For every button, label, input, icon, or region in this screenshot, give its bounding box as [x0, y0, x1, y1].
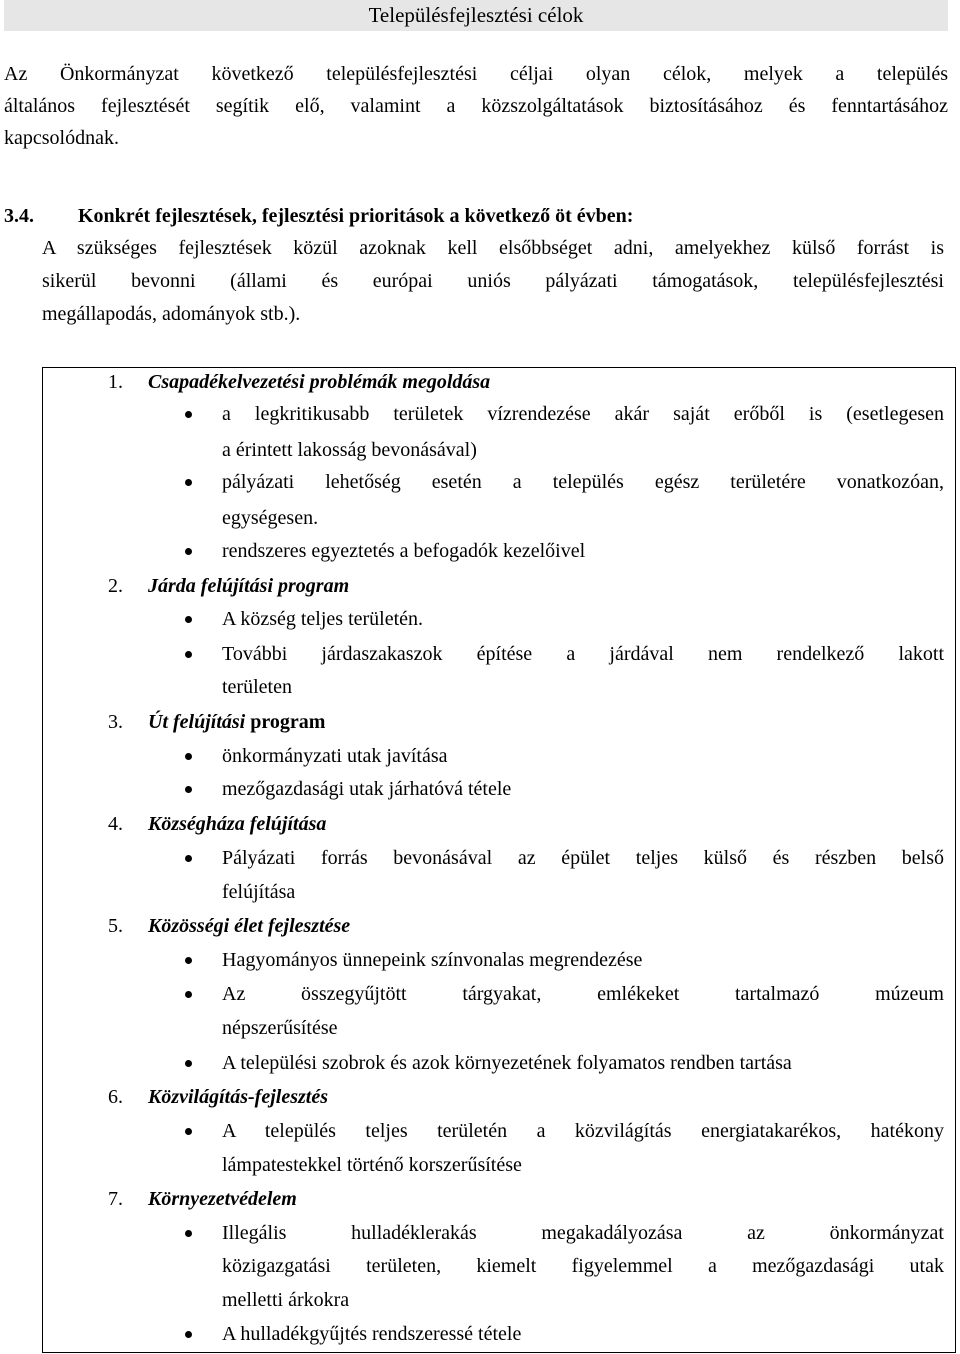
bullet-icon [185, 855, 192, 862]
bullet-icon [185, 1128, 192, 1135]
program-title [108, 910, 350, 942]
program-title [108, 1081, 328, 1113]
program-name: Közvilágítás-fejlesztés [148, 1086, 328, 1108]
section-line: sikerül bevonni (állami és európai uniós pályázati támogatások, településfejlesztési [42, 270, 944, 292]
bullet-line: A települési szobrok és azok környezetének folyamatos rendben tartása [222, 1052, 792, 1074]
section-title: Konkrét fejlesztések, fejlesztési prioritások a következő öt évben: [78, 205, 634, 227]
program-title [108, 570, 349, 602]
bullet-line: A hulladékgyűjtés rendszeressé tétele [222, 1323, 522, 1345]
program-number: 6. [108, 1086, 123, 1108]
bullet-line: További járdaszakaszok építése a járdával nem rendelkező lakott [222, 643, 944, 665]
bullet-line: Hagyományos ünnepeink színvonalas megrendezése [222, 949, 643, 971]
section-line: A szükséges fejlesztések közül azoknak kell elsőbbséget adni, amelyekhez külső forrást is [42, 237, 944, 259]
bullet-line: melletti árkokra [222, 1289, 350, 1311]
bullet-icon [185, 991, 192, 998]
bullet-line: Illegális hulladéklerakás megakadályozása az önkormányzat [222, 1222, 944, 1244]
bullet-icon [185, 651, 192, 658]
bullet-icon [185, 1060, 192, 1067]
bullet-icon [185, 616, 192, 623]
bullet-icon [185, 786, 192, 793]
program-title [108, 706, 325, 738]
page-heading: Településfejlesztési célok [4, 0, 948, 31]
section-heading [4, 200, 633, 232]
bullet-icon [185, 1331, 192, 1338]
section-paragraph [42, 232, 944, 331]
bullet-line: önkormányzati utak javítása [222, 745, 448, 767]
program-number: 5. [108, 915, 123, 937]
program-name: Út felújítási [148, 711, 246, 733]
bullet-line: egységesen. [222, 507, 319, 529]
intro-line: kapcsolódnak. [4, 127, 119, 149]
bullet-line: a érintett lakosság bevonásával) [222, 439, 477, 461]
program-number: 4. [108, 813, 123, 835]
bullet-line: A település teljes területén a közvilágítás energiatakarékos, hatékony [222, 1120, 944, 1142]
bullet-line: felújítása [222, 881, 296, 903]
bullet-line: A község teljes területén. [222, 608, 424, 630]
bullet-icon [185, 411, 192, 418]
program-name: Járda felújítási program [148, 575, 350, 597]
bullet-icon [185, 479, 192, 486]
bullet-icon [185, 753, 192, 760]
section-line: megállapodás, adományok stb.). [42, 303, 301, 325]
bullet-line: népszerűsítése [222, 1017, 338, 1039]
bullet-icon [185, 957, 192, 964]
bullet-line: Pályázati forrás bevonásával az épület teljes külső és részben belső [222, 847, 944, 869]
bullet-icon [185, 1230, 192, 1237]
program-name: Környezetvédelem [148, 1188, 297, 1210]
program-title [108, 1183, 297, 1215]
bullet-line: közigazgatási területen, kiemelt figyelemmel a mezőgazdasági utak [222, 1255, 944, 1277]
bullet-line: Az összegyűjtött tárgyakat, emlékeket tartalmazó múzeum [222, 983, 944, 1005]
program-number: 2. [108, 575, 123, 597]
program-number: 3. [108, 711, 123, 733]
bullet-line: a legkritikusabb területek vízrendezése akár saját erőből is (esetlegesen [222, 403, 944, 425]
program-number: 1. [108, 371, 123, 393]
bullet-line: lámpatestekkel történő korszerűsítése [222, 1154, 522, 1176]
bullet-line: területen [222, 676, 292, 698]
section-number: 3.4. [4, 205, 34, 227]
intro-line: Az Önkormányzat következő településfejlesztési céljai olyan célok, melyek a település [4, 63, 948, 85]
program-name-suffix: program [245, 711, 326, 733]
bullet-line: mezőgazdasági utak járhatóvá tétele [222, 778, 512, 800]
program-name: Csapadékelvezetési problémák megoldása [148, 371, 491, 393]
bullet-line: pályázati lehetőség esetén a település egész területére vonatkozóan, [222, 471, 944, 493]
intro-line: általános fejlesztését segítik elő, valamint a közszolgáltatások biztosításához és fenntartásához [4, 95, 948, 117]
program-name: Közösségi élet fejlesztése [148, 915, 351, 937]
intro-paragraph [4, 58, 948, 154]
program-number: 7. [108, 1188, 123, 1210]
bullet-line: rendszeres egyeztetés a befogadók kezelőivel [222, 540, 586, 562]
bullet-icon [185, 548, 192, 555]
program-title [108, 366, 490, 398]
program-name: Községháza felújítása [148, 813, 327, 835]
program-title [108, 808, 326, 840]
